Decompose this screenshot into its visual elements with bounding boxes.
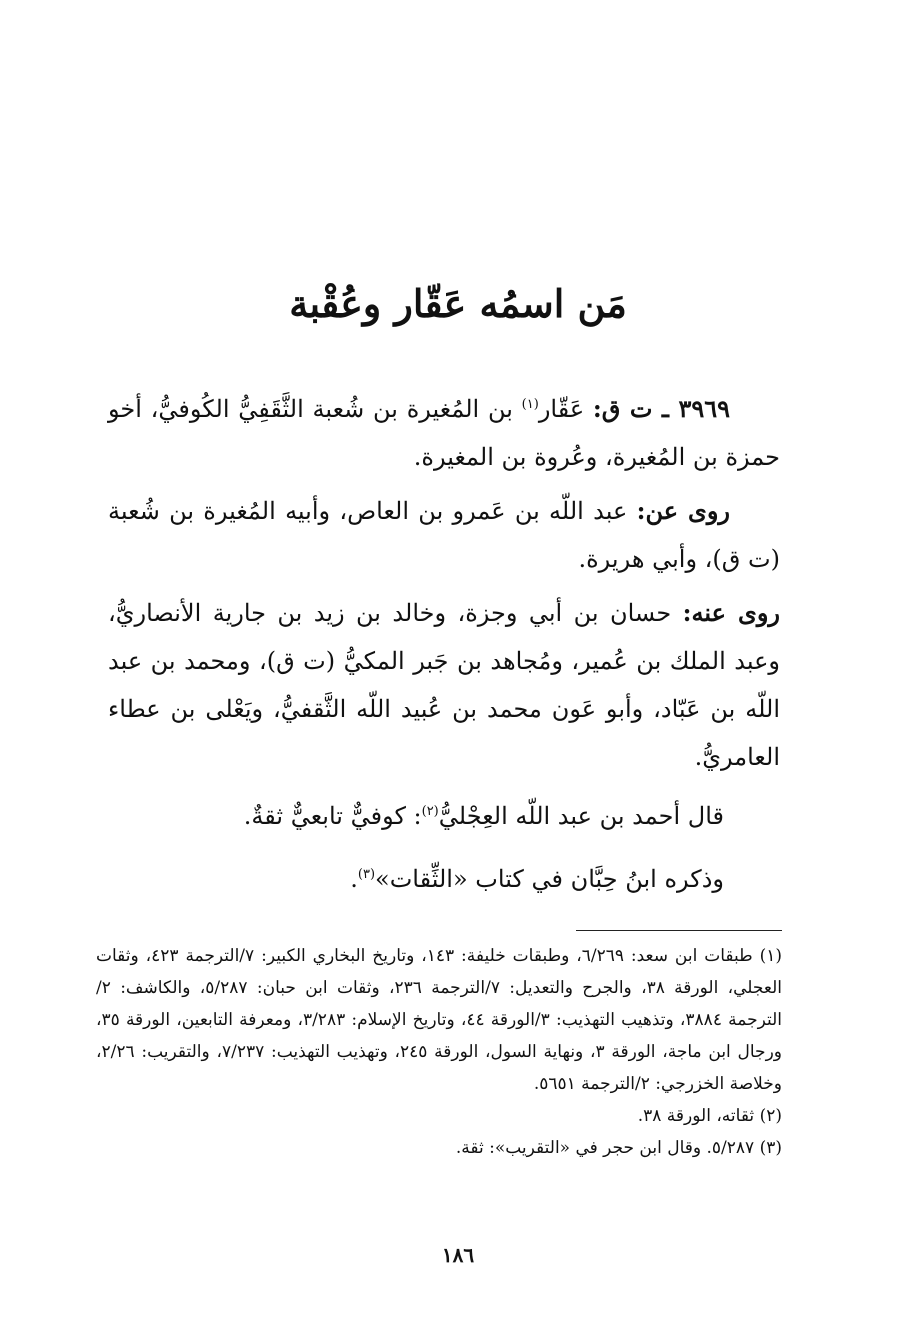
ijli-quote <box>108 792 724 840</box>
entry-name: عَقّار <box>538 395 593 423</box>
footnote-marker: (٢) <box>759 1106 782 1126</box>
ibn-hibban-quote-end: . <box>350 865 358 893</box>
section-title: مَن اسمُه عَقّار وعُقْبة <box>289 281 627 326</box>
footnote-1 <box>96 940 782 1100</box>
footnote-text: ٥/٢٨٧. وقال ابن حجر في «التقريب»: ثقة. <box>455 1138 760 1158</box>
rawa-anhu-label: روى عنه: <box>682 598 781 627</box>
ibn-hibban-quote-start: وذكره ابنُ حِبَّان في كتاب «الثِّقات» <box>375 865 724 893</box>
biography-entry <box>108 385 780 781</box>
rawa-anhu-paragraph <box>108 589 780 781</box>
footnote-text: طبقات ابن سعد: ٦/٢٦٩، وطبقات خليفة: ١٤٣، وتاريخ البخاري الكبير: ٧/الترجمة ٤٢٣، وثقات العجلي، الورقة ٣٨، والجرح والتعديل: ٧/الترجمة ٢٣٦، وثقات ابن حبان: ٥/٢٨٧، والكاشف: ٢/الترجمة ٣٨٨٤، وتذهيب التهذيب: ٣/الورقة ٤٤، وتاريخ الإسلام: ٣/٢٨٣، ومعرفة التابعين، الورقة ٣٥، ورجال ابن ماجة، الورقة ٣، ونهاية السول، الورقة ٢٤٥، وتهذيب التهذيب: ٧/٢٣٧، والتقريب: ٢/٢٦، وخلاصة الخزرجي: ٢/الترجمة ٥٦٥١. <box>96 946 782 1094</box>
footnote-divider <box>576 930 782 931</box>
ijli-quote-start: قال أحمد بن عبد اللّه العِجْليُّ <box>438 802 724 830</box>
rawa-anhu-text: حسان بن أبي وجزة، وخالد بن زيد بن جارية الأنصاريُّ، وعبد الملك بن عُمير، ومُجاهد بن جَبر المكيُّ (ت ق)، ومحمد بن عبد اللّه بن عَبّاد، وأبو عَون محمد بن عُبيد اللّه الثَّقفيُّ، ويَعْلى بن عطاء العامريُّ. <box>108 599 780 771</box>
ibn-hibban-quote <box>108 855 724 903</box>
footnote-marker: (١) <box>759 946 782 966</box>
ijli-quote-end: : كوفيٌّ تابعيٌّ ثقةٌ. <box>243 802 422 830</box>
rawa-an-label: روى عن: <box>636 496 730 525</box>
footnote-ref-3: (٣) <box>357 867 376 882</box>
rawa-an-paragraph <box>108 487 780 583</box>
footnote-text: ثقاته، الورقة ٣٨. <box>637 1106 760 1126</box>
entry-number: ٣٩٦٩ ـ ت ق: <box>592 394 731 423</box>
footnote-ref-2: (٢) <box>421 804 439 819</box>
entry-heading-paragraph <box>108 385 780 481</box>
footnotes <box>96 940 782 1164</box>
footnote-2 <box>96 1100 782 1132</box>
footnote-marker: (٣) <box>759 1138 782 1158</box>
rawa-an-text: عبد اللّه بن عَمرو بن العاص، وأبيه المُغيرة بن شُعبة (ت ق)، وأبي هريرة. <box>108 497 780 573</box>
page-number: ١٨٦ <box>441 1243 475 1267</box>
footnote-ref-1: (١) <box>521 397 539 412</box>
entry-name-rest: بن المُغيرة بن شُعبة الثَّقَفِيُّ الكُوفيُّ، أخو حمزة بن المُغيرة، وعُروة بن المغيرة. <box>108 395 780 471</box>
footnote-3 <box>96 1132 782 1164</box>
